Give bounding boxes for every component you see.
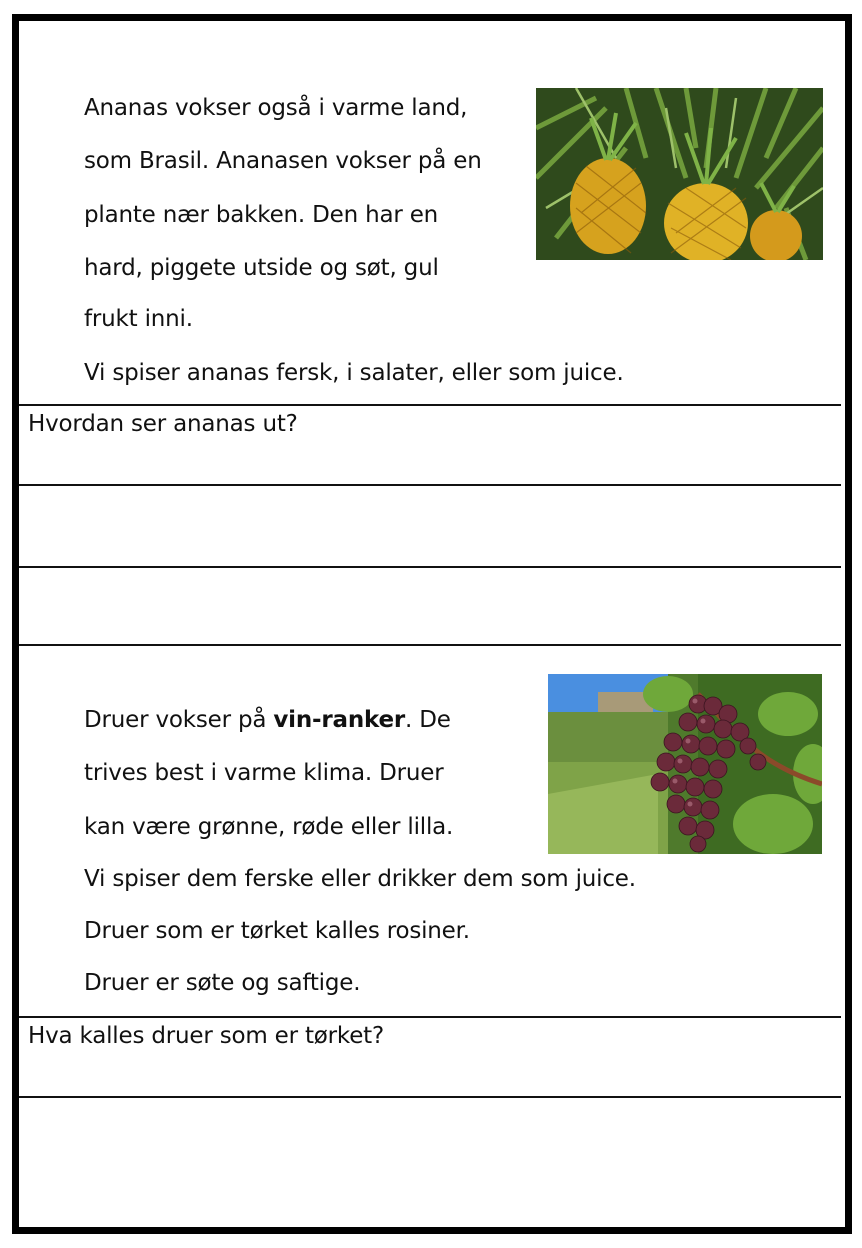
pineapple-text-line-4: hard, piggete utside og søt, gul (84, 255, 439, 281)
section-divider (19, 644, 841, 646)
pineapple-text-line-1: Ananas vokser også i varme land, (84, 95, 468, 121)
grapes-text-line-4: Vi spiser dem ferske eller drikker dem som juice. (84, 866, 636, 892)
grapes-text-line-1: Druer vokser på vin-ranker. De (84, 707, 451, 733)
vin-ranker-term: vin-ranker (273, 707, 406, 733)
divider (19, 404, 841, 406)
grapes-text-line-6: Druer er søte og saftige. (84, 970, 361, 996)
answer-line (19, 566, 841, 568)
pineapple-question: Hvordan ser ananas ut? (28, 411, 298, 437)
grapes-photo (548, 674, 822, 854)
pineapple-text-line-3: plante nær bakken. Den har en (84, 202, 439, 228)
pineapple-text-line-5: frukt inni. (84, 306, 193, 332)
pineapple-photo (536, 88, 823, 260)
divider (19, 1016, 841, 1018)
grapes-text-line-5: Druer som er tørket kalles rosiner. (84, 918, 470, 944)
grapes-question: Hva kalles druer som er tørket? (28, 1023, 385, 1049)
answer-line (19, 1096, 841, 1098)
pineapple-text-line-2: som Brasil. Ananasen vokser på en (84, 148, 482, 174)
grapes-text-line-3: kan være grønne, røde eller lilla. (84, 814, 454, 840)
answer-line (19, 484, 841, 486)
pineapple-text-line-6: Vi spiser ananas fersk, i salater, eller som juice. (84, 360, 624, 386)
grapes-text-line-2: trives best i varme klima. Druer (84, 760, 444, 786)
